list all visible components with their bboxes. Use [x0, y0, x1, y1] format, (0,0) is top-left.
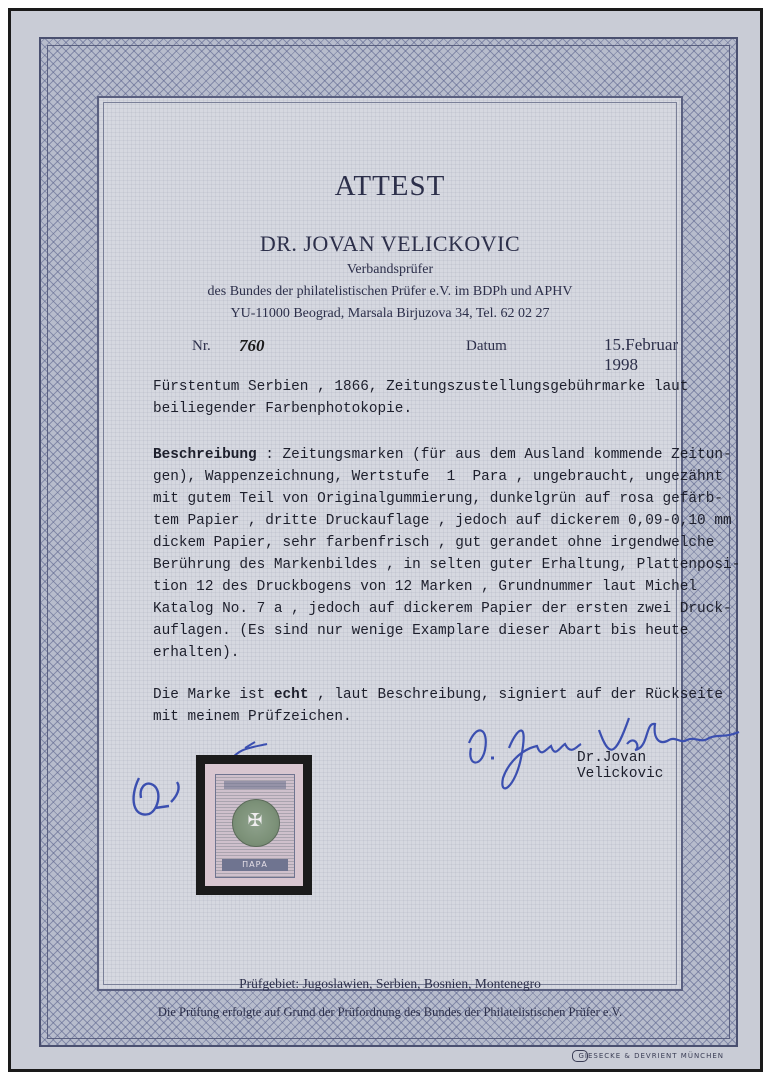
examiner-role: Verbandsprüfer [346, 262, 434, 277]
examination-scope: Prüfgebiet: Jugoslawien, Serbien, Bosnien, Montenegro [239, 976, 541, 991]
conclusion-pre: Die Marke ist [153, 687, 274, 703]
certificate-sheet [8, 8, 763, 1072]
date-label: Datum [466, 338, 507, 354]
description-label: Beschreibung [153, 447, 257, 463]
examiner-address: YU-11000 Beograd, Marsala Birjuzova 34, Tel. 62 02 27 [230, 306, 550, 321]
cross-icon: ✠ [247, 810, 263, 831]
intro-paragraph: Fürstentum Serbien , 1866, Zeitungszustellungsgebührmarke laut beiliegender Farbenphotokopie. [153, 379, 689, 417]
certificate-title: ATTEST [334, 170, 446, 202]
description-text: : Zeitungsmarken (für aus dem Ausland kommende Zeitun- gen), Wappenzeichnung, Wertstufe 1 Para , ungebraucht, ungezähnt mit gutem Teil von Originalgummierung, dunkelgrün auf rosa gefärb- tem Papier , dritte Druckauflage , jedoch auf dickerem 0,09-0,10 mm dickem Papier, sehr farbenfrisch , gut gerandet ohne irgendwelche Berührung des Markenbildes , in selten guter Erhaltung, Plattenposi- tion 12 des Druckbogens von 12 Marken , Grundnummer laut Michel Katalog No. 7 a , jedoch auf dickerem Papier der ersten zwei Druck- auflagen. (Es sind nur wenige Examplare dieser Abart bis heute erhalten). [153, 447, 741, 661]
conclusion-verdict: echt [273, 687, 309, 703]
certificate-number: 760 [239, 336, 265, 355]
certificate-panel [97, 96, 741, 1019]
conclusion-post: , laut Beschreibung, signiert auf der Rückseite mit meinem Prüfzeichen. [153, 687, 723, 725]
examination-rules: Die Prüfung erfolgte auf Grund der Prüfordnung des Bundes der Philatelistischen Prüfer e.V. [157, 1005, 623, 1019]
signer-name: Dr.Jovan Velickovic [577, 750, 664, 782]
handwritten-signature [459, 688, 749, 808]
stamp-top-band [224, 781, 286, 789]
number-label: Nr. [192, 338, 211, 354]
stamp-image [205, 764, 303, 886]
description-paragraph [153, 444, 753, 664]
guilloche-border [39, 37, 741, 1047]
stamp-design [215, 774, 295, 878]
certificate-date: 15.Februar 1998 [604, 335, 679, 374]
examiner-association: des Bundes der philatelistischen Prüfer e.V. im BDPh und APHV [207, 284, 573, 299]
examiner-name: DR. JOVAN VELICKOVIC [259, 231, 521, 256]
stamp-value-label: ПАРА [222, 859, 288, 871]
printer-credit: GIESECKE & DEVRIENT MÜNCHEN [578, 1052, 724, 1060]
